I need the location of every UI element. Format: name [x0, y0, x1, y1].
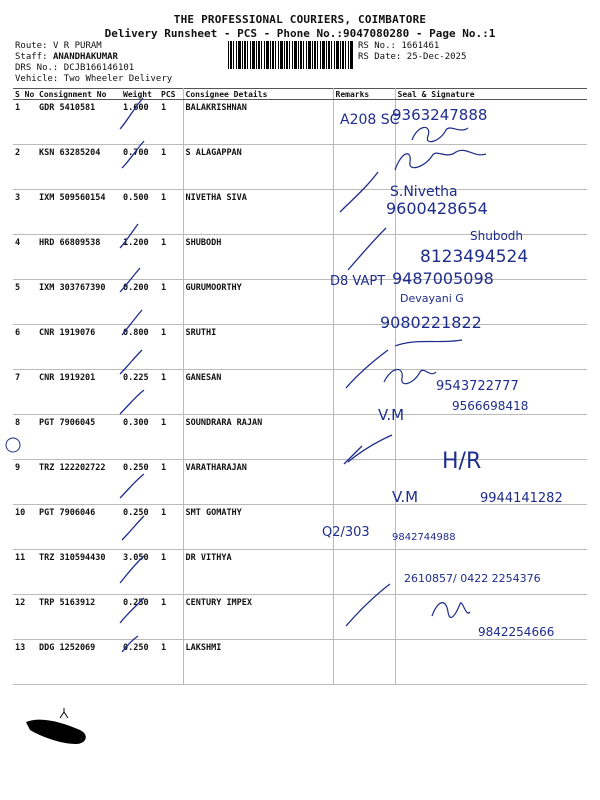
cell-pcs: 1	[159, 280, 183, 325]
cell-sno: 2	[13, 145, 37, 190]
cell-consignment-no: IXM 509560154	[37, 190, 121, 235]
cell-remarks	[333, 280, 395, 325]
cell-consignee: S ALAGAPPAN	[183, 145, 333, 190]
cell-weight: 0.500	[121, 190, 159, 235]
cell-weight: 0.250	[121, 505, 159, 550]
cell-consignment-no: KSN 63285204	[37, 145, 121, 190]
cell-pcs: 1	[159, 190, 183, 235]
cell-consignment-no: TRP 5163912	[37, 595, 121, 640]
cell-weight: 0.700	[121, 145, 159, 190]
ink-smudge	[26, 720, 86, 744]
cell-consignee: DR VITHYA	[183, 550, 333, 595]
cell-sno: 13	[13, 640, 37, 685]
rs-no-value: 1661461	[401, 41, 440, 51]
company-title: THE PROFESSIONAL COURIERS, COIMBATORE	[173, 13, 427, 26]
hw-phone-row1: 9363247888	[392, 106, 488, 124]
cell-remarks	[333, 370, 395, 415]
cell-signature	[395, 415, 587, 460]
col-pcs: PCS	[159, 89, 183, 100]
cell-consignment-no: HRD 66809538	[37, 235, 121, 280]
cell-sno: 7	[13, 370, 37, 415]
cell-sno: 12	[13, 595, 37, 640]
hw-name-row4: Shubodh	[470, 229, 524, 243]
cell-consignment-no: CNR 1919076	[37, 325, 121, 370]
cell-sno: 10	[13, 505, 37, 550]
vehicle-label: Vehicle:	[15, 74, 59, 84]
col-weight: Weight	[121, 89, 159, 100]
route-value: V R PURAM	[52, 41, 102, 51]
col-consignment: Consignment No	[37, 89, 121, 100]
cell-consignment-no: DDG 1252069	[37, 640, 121, 685]
cell-signature	[395, 595, 587, 640]
hw-name-row3: S.Nivetha	[390, 184, 458, 200]
cell-weight: 0.225	[121, 370, 159, 415]
cell-pcs: 1	[159, 460, 183, 505]
rs-no-line	[358, 41, 439, 51]
hw-mark-row9: H/R	[442, 449, 482, 474]
cell-remarks	[333, 235, 395, 280]
cell-sno: 9	[13, 460, 37, 505]
hw-initials-row8: V.M	[378, 406, 405, 424]
hw-phone-row5: 9487005098	[392, 269, 494, 288]
cell-consignment-no: TRZ 310594430	[37, 550, 121, 595]
cell-weight: 1.200	[121, 235, 159, 280]
drs-value: DCJB166146101	[63, 63, 135, 73]
cell-sno: 8	[13, 415, 37, 460]
drs-label: DRS No.:	[15, 63, 59, 73]
hw-phone-row4: 8123494524	[420, 247, 529, 267]
route-label: Route:	[15, 41, 48, 51]
staff-line	[15, 52, 118, 62]
table-row	[13, 460, 587, 505]
cell-pcs: 1	[159, 235, 183, 280]
hw-phone-row8: 9566698418	[452, 399, 529, 413]
cell-signature	[395, 370, 587, 415]
cell-consignee: SMT GOMATHY	[183, 505, 333, 550]
cell-pcs: 1	[159, 640, 183, 685]
vehicle-line	[15, 74, 172, 84]
cell-remarks	[333, 550, 395, 595]
cell-consignee: SHUBODH	[183, 235, 333, 280]
table-row	[13, 280, 587, 325]
hw-phone-row10: 9944141282	[480, 491, 563, 506]
cell-consignee: LAKSHMI	[183, 640, 333, 685]
cell-remarks	[333, 640, 395, 685]
rs-date-label: RS Date:	[358, 52, 402, 62]
staff-label: Staff:	[15, 52, 48, 62]
cell-sno: 11	[13, 550, 37, 595]
table-row	[13, 550, 587, 595]
cell-consignee: SRUTHI	[183, 325, 333, 370]
cell-consignment-no: PGT 7906045	[37, 415, 121, 460]
cell-pcs: 1	[159, 505, 183, 550]
hw-phone-row12: 2610857/ 0422 2254376	[404, 572, 541, 585]
cell-sno: 6	[13, 325, 37, 370]
table-row	[13, 100, 587, 145]
cell-sno: 3	[13, 190, 37, 235]
cell-remarks	[333, 460, 395, 505]
col-consignee: Consignee Details	[183, 89, 333, 100]
cell-signature	[395, 325, 587, 370]
cell-pcs: 1	[159, 370, 183, 415]
hw-initials-row10: V.M	[392, 488, 419, 506]
hw-phone-row11: 9842744988	[392, 532, 456, 543]
col-remarks: Remarks	[333, 89, 395, 100]
cell-weight: 0.200	[121, 280, 159, 325]
table-row	[13, 235, 587, 280]
cell-signature	[395, 100, 587, 145]
cell-weight: 0.800	[121, 325, 159, 370]
cell-consignment-no: IXM 303767390	[37, 280, 121, 325]
cell-weight: 3.050	[121, 550, 159, 595]
hw-phone-row6: 9080221822	[380, 313, 482, 332]
ink-splatter	[60, 708, 68, 718]
table-row	[13, 505, 587, 550]
hw-phone-row7: 9543722777	[436, 379, 519, 394]
cell-weight: 0.300	[121, 415, 159, 460]
hw-phone-row13: 9842254666	[478, 625, 555, 639]
hw-remark-row5: D8 VAPT	[330, 274, 386, 289]
hw-phone-row3: 9600428654	[386, 199, 488, 218]
table-row	[13, 415, 587, 460]
cell-signature	[395, 190, 587, 235]
cell-signature	[395, 235, 587, 280]
table-row	[13, 640, 587, 685]
drs-line	[15, 63, 134, 73]
cell-remarks	[333, 325, 395, 370]
cell-consignee: SOUNDRARA RAJAN	[183, 415, 333, 460]
rs-barcode	[228, 41, 354, 69]
cell-consignment-no: TRZ 122202722	[37, 460, 121, 505]
runsheet-table	[13, 88, 587, 685]
vehicle-value: Two Wheeler Delivery	[63, 74, 173, 84]
cell-sno: 1	[13, 100, 37, 145]
cell-signature	[395, 550, 587, 595]
hw-remark-row1: A208 SC	[340, 112, 400, 128]
table-row	[13, 145, 587, 190]
cell-pcs: 1	[159, 550, 183, 595]
cell-remarks	[333, 415, 395, 460]
table-row	[13, 190, 587, 235]
cell-consignee: NIVETHA SIVA	[183, 190, 333, 235]
cell-signature	[395, 460, 587, 505]
cell-weight: 0.250	[121, 460, 159, 505]
table-row	[13, 325, 587, 370]
cell-pcs: 1	[159, 100, 183, 145]
table-header-row	[13, 89, 587, 100]
cell-consignee: CENTURY IMPEX	[183, 595, 333, 640]
cell-consignment-no: GDR 5410581	[37, 100, 121, 145]
cell-weight: 1.600	[121, 100, 159, 145]
cell-remarks	[333, 145, 395, 190]
runsheet-subtitle: Delivery Runsheet - PCS - Phone No.:9047080280 - Page No.:1	[104, 27, 496, 40]
col-signature: Seal & Signature	[395, 89, 587, 100]
cell-pcs: 1	[159, 595, 183, 640]
cell-remarks	[333, 100, 395, 145]
cell-pcs: 1	[159, 415, 183, 460]
cell-consignment-no: PGT 7906046	[37, 505, 121, 550]
cell-sno: 5	[13, 280, 37, 325]
cell-signature	[395, 280, 587, 325]
cell-pcs: 1	[159, 145, 183, 190]
table-row	[13, 370, 587, 415]
rs-no-label: RS No.:	[358, 41, 396, 51]
col-sno: S No	[13, 89, 37, 100]
cell-pcs: 1	[159, 325, 183, 370]
staff-value: ANANDHAKUMAR	[52, 52, 118, 62]
cell-consignee: VARATHARAJAN	[183, 460, 333, 505]
cell-signature	[395, 145, 587, 190]
cell-consignee: GURUMOORTHY	[183, 280, 333, 325]
cell-consignee: BALAKRISHNAN	[183, 100, 333, 145]
cell-remarks	[333, 505, 395, 550]
cell-signature	[395, 640, 587, 685]
cell-consignment-no: CNR 1919201	[37, 370, 121, 415]
rs-date-line	[358, 52, 466, 62]
hw-remark-row11: Q2/303	[322, 525, 370, 540]
table-row	[13, 595, 587, 640]
rs-date-value: 25-Dec-2025	[406, 52, 467, 62]
cell-remarks	[333, 595, 395, 640]
cell-remarks	[333, 190, 395, 235]
cell-signature	[395, 505, 587, 550]
cell-weight: 0.250	[121, 595, 159, 640]
route-line	[15, 41, 102, 51]
cell-weight: 0.250	[121, 640, 159, 685]
hw-name-row6: Devayani G	[400, 292, 464, 305]
cell-sno: 4	[13, 235, 37, 280]
cell-consignee: GANESAN	[183, 370, 333, 415]
